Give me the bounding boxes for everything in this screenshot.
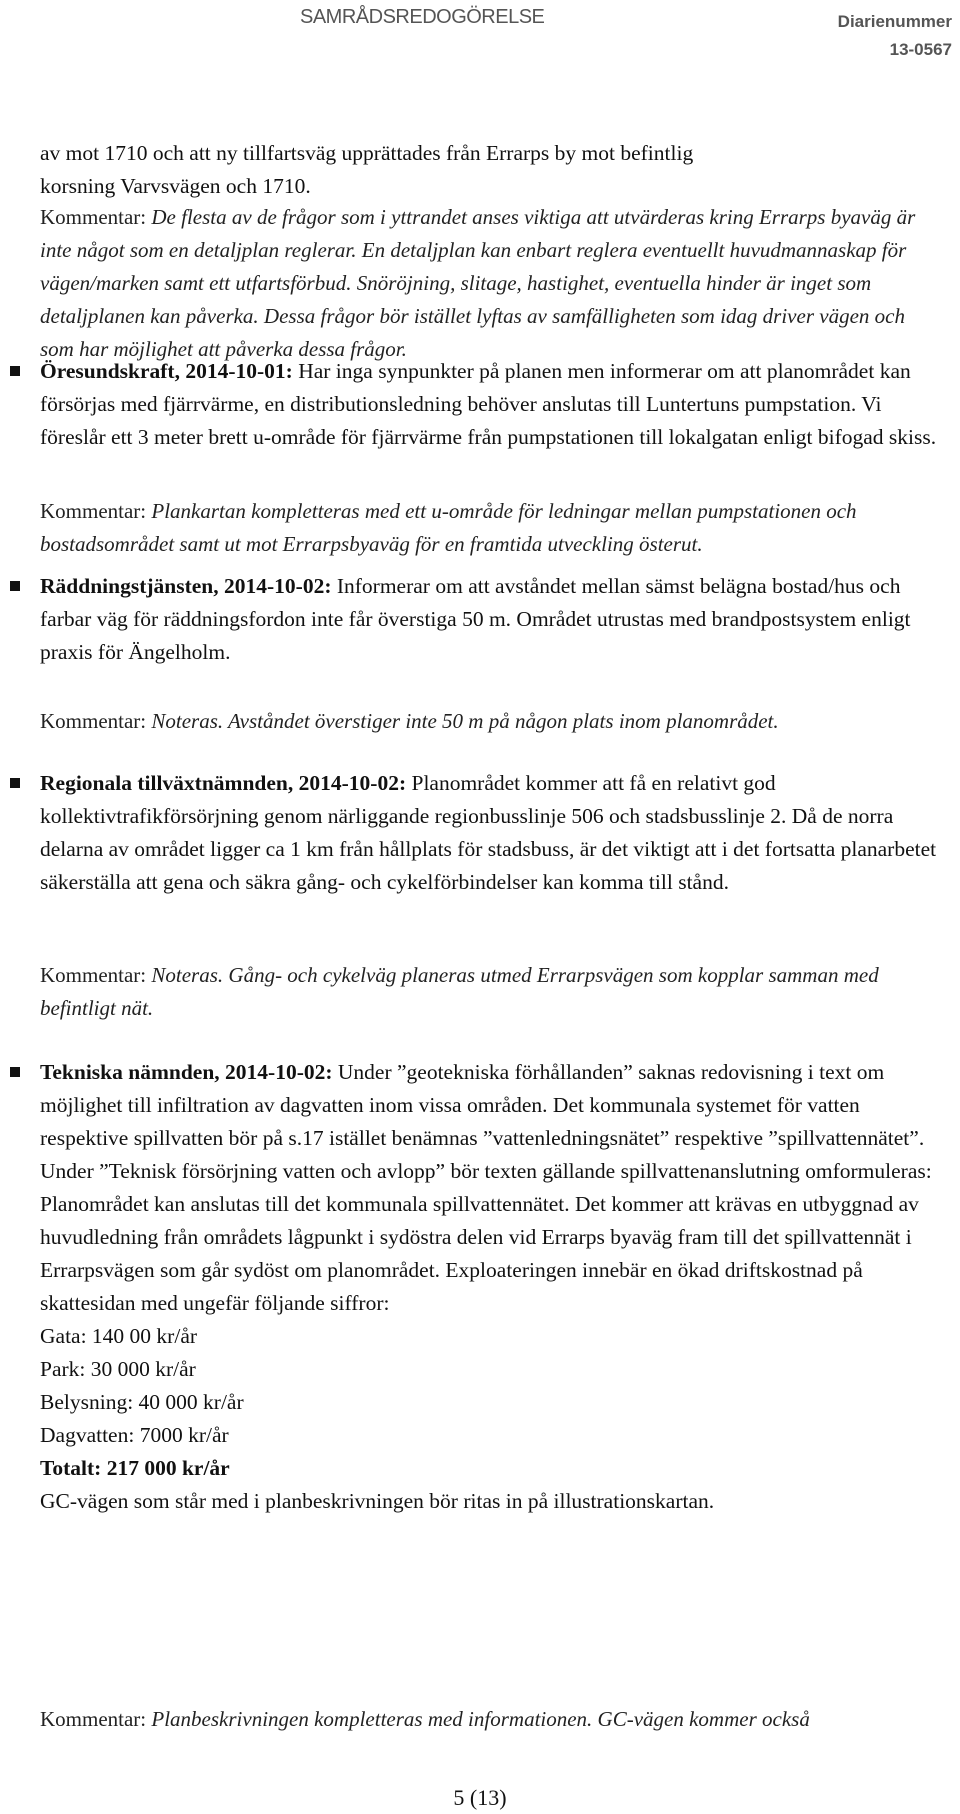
item-text: Under ”geotekniska förhållanden” saknas redovisning i text om möjlighet till infiltration av dagvatten inom vissa områden. Det kommunala systemet för vatten respektive spillvatten bör på s.17 istället benämnas ”vattenledningsnätet” respektive ”spillvattennätet”. Under ”Teknisk försörjning vatten och avlopp” bör texten gällande spillvattenanslutning omformuleras: Planområdet kan anslutas till det kommunala spillvattennätet. Det kommer att krävas en utbyggnad av huvudledning från områdets lågpunkt i sydöstra delen vid Errarps byaväg fram till det spillvattennät i Errarpsvägen som går sydöst om planområdet. Exploateringen innebär en ökad driftskostnad på skattesidan med ungefär följande siffror: bbox=[40, 1060, 932, 1315]
intro-line-1: av mot 1710 och att ny tillfartsväg upprättades från Errarps by mot befintlig bbox=[40, 141, 694, 165]
item-body bbox=[40, 570, 940, 669]
page-header bbox=[0, 0, 960, 60]
document-title: SAMRÅDSREDOGÖRELSE bbox=[300, 6, 545, 28]
item-heading: Tekniska nämnden, 2014-10-02: bbox=[40, 1060, 333, 1084]
item-comment bbox=[40, 1703, 940, 1736]
comment-label: Kommentar: bbox=[40, 709, 147, 733]
bullet-icon bbox=[10, 778, 20, 788]
bullet-icon bbox=[10, 581, 20, 591]
cost-total: Totalt: 217 000 kr/år bbox=[40, 1456, 230, 1480]
cost-line: Park: 30 000 kr/år bbox=[40, 1357, 196, 1381]
item-body bbox=[40, 355, 940, 454]
comment-label: Kommentar: bbox=[40, 1707, 147, 1731]
item-comment bbox=[40, 959, 940, 1025]
intro-paragraph bbox=[40, 137, 960, 203]
item-text: Informerar om att avståndet mellan sämst belägna bostad/hus och farbar väg för räddningsfordon inte får överstiga 50 m. Området utrustas med brandpostsystem enligt praxis för Ängelholm. bbox=[40, 574, 911, 664]
diarienummer bbox=[838, 8, 952, 64]
comment-label: Kommentar: bbox=[40, 205, 147, 229]
item-body bbox=[40, 1056, 940, 1518]
cost-line: Gata: 140 00 kr/år bbox=[40, 1324, 198, 1348]
intro-line-2: korsning Varvsvägen och 1710. bbox=[40, 174, 311, 198]
bullet-icon bbox=[10, 1067, 20, 1077]
bullet-icon bbox=[10, 366, 20, 376]
item-heading: Regionala tillväxtnämnden, 2014-10-02: bbox=[40, 771, 407, 795]
item-text: Har inga synpunkter på planen men informerar om att planområdet kan försörjas med fjärrvärme, en distributionsledning behöver anslutas till Luntertuns pumpstation. Vi föreslår ett 3 meter brett u-område för fjärrvärme från pumpstationen till lokalgatan enligt bifogad skiss. bbox=[40, 359, 937, 449]
comment-label: Kommentar: bbox=[40, 963, 147, 987]
item-paragraph bbox=[40, 1056, 940, 1320]
item-comment bbox=[40, 495, 955, 561]
diarienummer-label: Diarienummer bbox=[837, 12, 952, 31]
item-heading: Öresundskraft, 2014-10-01: bbox=[40, 359, 293, 383]
intro-comment bbox=[40, 201, 940, 366]
cost-line: Dagvatten: 7000 kr/år bbox=[40, 1423, 229, 1447]
comment-text: Plankartan kompletteras med ett u-område för ledningar mellan pumpstationen och bostadsområdet samt ut mot Errarpsbyaväg för en framtida utveckling österut. bbox=[40, 499, 857, 556]
item-heading: Räddningstjänsten, 2014-10-02: bbox=[40, 574, 332, 598]
item-body bbox=[40, 767, 940, 899]
comment-text: Planbeskrivningen kompletteras med informationen. GC-vägen kommer också bbox=[146, 1707, 810, 1731]
comment-text: De flesta av de frågor som i yttrandet anses viktiga att utvärderas kring Errarps byaväg är inte något som en detaljplan reglerar. En detaljplan kan enbart reglera eventuellt huvudmannaskap för vägen/marken samt ett utfartsförbud. Snöröjning, slitage, hastighet, eventuella hinder är inget som detaljplanen kan påverka. Dessa frågor bör istället lyftas av samfälligheten som idag driver vägen och som har möjlighet att påverka dessa frågor. bbox=[40, 205, 916, 361]
diarienummer-value: 13-0567 bbox=[889, 40, 952, 59]
page-number: 5 (13) bbox=[453, 1785, 507, 1810]
comment-text: Noteras. Gång- och cykelväg planeras utmed Errarpsvägen som kopplar samman med befintligt nät. bbox=[40, 963, 879, 1020]
cost-line: Belysning: 40 000 kr/år bbox=[40, 1390, 244, 1414]
comment-text: Noteras. Avståndet överstiger inte 50 m på någon plats inom planområdet. bbox=[146, 709, 779, 733]
item-comment bbox=[40, 705, 955, 738]
item-text: Planområdet kommer att få en relativt god kollektivtrafikförsörjning genom närliggande regionbusslinje 506 och stadsbusslinje 2. Då de norra delarna av området ligger ca 1 km från hållplats för stadsbuss, är det viktigt att i det fortsatta planarbetet säkerställa att gena och säkra gång- och cykelförbindelser kan komma till stånd. bbox=[40, 771, 937, 894]
item-after-text: GC-vägen som står med i planbeskrivningen bör ritas in på illustrationskartan. bbox=[40, 1489, 715, 1513]
comment-label: Kommentar: bbox=[40, 499, 147, 523]
